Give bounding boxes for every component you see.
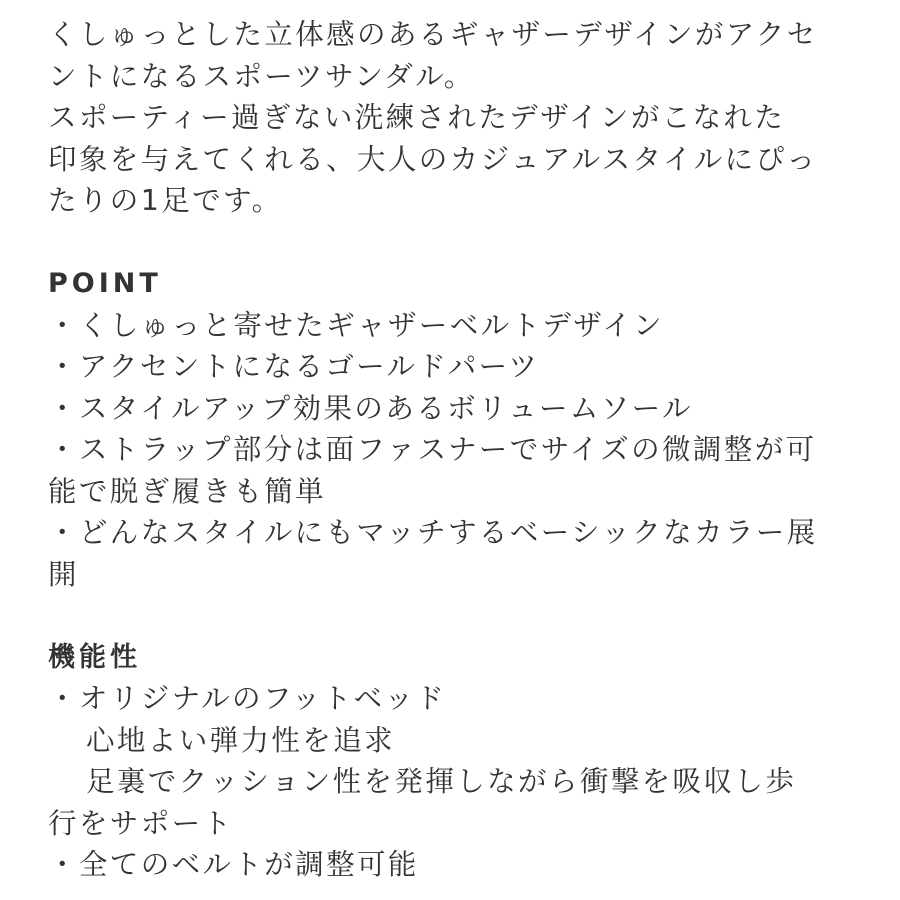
feature-detail-continued: 行をサポート [48, 806, 234, 840]
intro-line: たりの1足です。 [48, 184, 283, 217]
intro-line: くしゅっとした立体感のあるギャザーデザインがアクセ [48, 18, 818, 51]
point-item-continued: 能で脱ぎ履きも簡単 [48, 474, 327, 508]
point-section [48, 263, 868, 595]
feature-item: ・全てのベルトが調整可能 [48, 848, 419, 881]
feature-item: ・オリジナルのフットベッド [48, 682, 447, 715]
feature-detail: 足裏でクッション性を発揮しながら衝撃を吸収し歩 [86, 765, 797, 798]
product-description [48, 14, 868, 886]
point-item: ・ストラップ部分は面ファスナーでサイズの微調整が可 [48, 433, 817, 466]
intro-line: 印象を与えてくれる、大人のカジュアルスタイルにぴっ [48, 142, 818, 176]
features-heading: 機能性 [48, 641, 141, 673]
point-item: ・スタイルアップ効果のあるボリュームソール [48, 391, 693, 425]
point-item: ・くしゅっと寄せたギャザーベルトデザイン [48, 308, 665, 342]
point-item: ・どんなスタイルにもマッチするベーシックなカラー展 [48, 516, 818, 549]
point-heading: POINT [48, 268, 162, 299]
feature-detail: 心地よい弾力性を追求 [86, 723, 396, 757]
intro-line: ントになるスポーツサンダル。 [48, 59, 475, 93]
point-item: ・アクセントになるゴールドパーツ [48, 350, 540, 383]
features-section [48, 637, 868, 886]
point-item-continued: 開 [48, 557, 79, 591]
intro-text [48, 14, 868, 222]
intro-line: スポーティー過ぎない洗練されたデザインがこなれた [48, 101, 786, 134]
spacer [48, 222, 868, 264]
spacer [48, 595, 868, 637]
